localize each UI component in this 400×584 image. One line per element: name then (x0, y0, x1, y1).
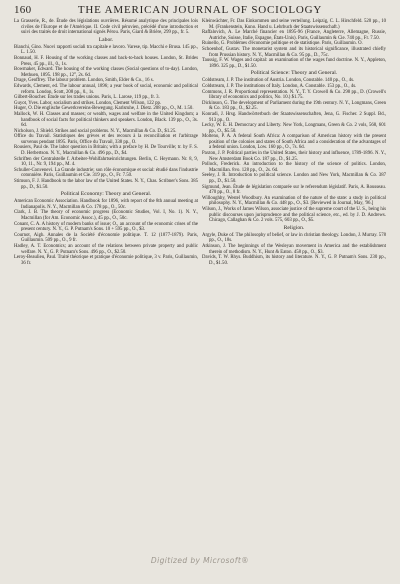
bibliography-entry: Office du Travail. Statistiques des grèves et des recours à la reconciliation et l'arbitrage survenus pendant 1895. Paris, Office du Travail, 338 pp., O. (14, 134, 198, 145)
bibliography-entry: Raffalovich, A. Le Marché financier en 1895-96 (France, Angleterre, Allemagne, Russie, Autriche, Suisse, Italie, Espagne, États-Unis). Paris, Guillaumin & Cie. 740 pp., Fr. 7.50. (202, 30, 386, 41)
bibliography-entry: Conant, C. A. A history of modern banks of issue; O., an account of the economic crises of the present century. N. Y., G. P. Putnam's Sons. 10 + 595 pp., O., $3. (14, 221, 198, 233)
bibliography-entry: Schoenhof, Gustav. The monetarist system and its historical significance, illustrated chiefly from Prussian history. N. Y., Macmillan & Co. 95 pp., D., 75c. (202, 46, 386, 58)
bibliography-entry: Kleinwächter, Fr. Das Einkommen und seine verteilung. Leipzig, C. L. Hirschfeld. 520 pp., 10 M. (Frankenstein, Kuno. Hand u. Lehrbuch der Staatswissenschaft.) (202, 19, 386, 30)
bibliography-entry: Ruinello, G. Problèmes d'économie politique et de statistique. Paris, Guillaumin. O. (202, 41, 363, 47)
bibliography-entry: Wilson, J., Works of James Wilson, associate justice of the supreme court of the U. S., being his public discourses upon jurisprudence and the political science, etc., ed. by J. D. Andrews. Chicago, Callaghan & Co. 2 vols. 575, 603 pp., O., $5. (202, 207, 386, 224)
bibliography-entry: Leroy-Beaulieu, Paul. Traité théorique et pratique d'économie politique, 3 v. Paris, Guillaumin, 36 fr. (14, 255, 198, 266)
left-column (14, 19, 198, 266)
bibliography-entry: Bonnaud, H. F. Housing of the working classes and back-to-back houses. London, St. Brides Press, 45 pp., ill., 0., 1s. (14, 55, 198, 67)
page-header (14, 4, 386, 20)
bibliography-entry: Mallock, W. H. Classes and masses; or wealth, wages and welfare in the United Kingdom; a handbook of social facts for political thinkers and speakers. London, Black. 139 pp., O., 3s. 6d. (14, 111, 198, 129)
bibliography-entry: Guyot, Yves. Labor, socialism and strikes. London, Clement Wilson, 122 pp. (14, 100, 162, 106)
bibliography-entry: Paxton, J. P. Political parties in the United States, their history and influence, 1789-1896. N. Y., New Amsterdam Book Co. 187 pp., D., $1.25. (202, 151, 386, 162)
section-heading: Political Science: Theory and General. (250, 70, 338, 77)
bibliography-entry: Willoughby, Westel Woodbury. An examination of the nature of the state: a study in political philosophy. N. Y., Macmillan & Co. 448 pp., O., $3. [Reviewed in Journal, May, '96.] (202, 195, 386, 207)
section-heading: Political Economy: Theory and General. (60, 191, 152, 198)
digitized-watermark: Digitized by Microsoft® (150, 556, 250, 565)
section-heading: Labor. (98, 36, 114, 43)
bibliography-entry: Pollock, Frederick. An introduction to the history of the science of politics. London, Macmillan. 8vo. 128 pp., O., 2s. 6d. (202, 162, 386, 173)
bibliography-entry: Seeley, J. R. Introduction to political science. London and New York, Macmillan & Co. 387 pp., D., $1.50. (202, 173, 386, 185)
bibliography-entry: Drage, Geoffrey. The labour problem. London, Smith, Elder & Co., 16 s. (14, 78, 154, 84)
bibliography-entry: Coldstream, J. P. The institutions of Italy. London, A. Constable. 153 pp., O., 4s. (202, 83, 357, 89)
bibliography-entry: Nicholson, J. Shield. Strikes and social problems. N. Y., Macmillan & Co. D., $1.25. (14, 128, 177, 134)
bibliography-entry: Konradi, J. Hrsg. Handwörterbuch der Staatswissenschaften, Jena, G. Fischer. 2 Suppl. Bd., 913 pp., O. (202, 111, 386, 123)
bibliography-entry: La Grasserie, R., de. Étude des législations ouvrières. Résumé analytique des principales lois civiles de l'Europe et de l'Amérique. II. Code civil péruvien, précédé d'une introduction et suivi des traités de droit international signés Pérou. Paris, Giard & Brière, 299 pp., fr. 5. (14, 19, 198, 36)
bibliography-entry: Cournot, Aigh. Annales de la Société d'économie politique. T. 12 (1877-1879). Paris, Guillaumin. 509 pp., O., 9 fr. (14, 232, 198, 244)
bibliography-entry: Lecky, W. E. H. Democracy and Liberty. New York, Longmans, Green & Co. 2 vols, 568, 601 pp., O., $5.50. (202, 123, 386, 134)
bibliography-entry: Taussig, F. W. Wages and capital: an examination of the wages fund doctrine. N. Y., Appleton, 1896. 325 pp., D., $1.50. (202, 58, 386, 69)
bibliography-entry: Davids, T. W. Rhys. Buddhism, its history and literature. N. Y., G. P. Putnam's Sons. 230 pp., D., $1.50. (202, 255, 386, 266)
bibliography-entry: Commons, J. R. Proportional representation. N. Y., T. Y. Crowell & Co. 298 pp., D. (Crowell's library of economics and politics, No. 10.) $1.75. (202, 89, 386, 101)
bibliography-entry: Dickinson, G. The development of Parliament during the 19th century. N. Y., Longmans, Green & Co. 183 pp., O., $2.25. (202, 100, 386, 112)
bibliography-entry: Sigmund, Jean. Étude de législation comparée sur le referendum législatif. Paris, A. Rousseau. 470 pp., O., 8 fr. (202, 184, 386, 196)
section-heading: Religion. (283, 224, 305, 231)
bibliography-entry: Argyle, Duke of. The philosophy of belief, or law in christian theology. London, J. Murray. 578 pp., O., 18s. (202, 232, 386, 244)
bibliography-entry: Schuller-Convenevi. La Grande industrie; son rôle économique et social: étudié dans l'industrie cotonnière. Paris, Guillaumin et Cie. 319 pp., O., Fr. 7.50. (14, 167, 198, 179)
bibliography-entry: Rousiers, Paul de. The labor question in Britain; with a preface by H. De Tourville; tr. by F. S. D. Herbertson. N. Y., Macmillan & Co. 496 pp., D., $4. (14, 145, 198, 157)
bibliography-entry: Stimson, F. J. Handbook to the labor law of the United States. N. Y., Chas. Scribner's Sons. 385 pp., D., $1.50. (14, 179, 198, 190)
bibliography-entry: American Economic Association. Handbook for 1896, with report of the 8th annual meeting at Indianapolis. N. Y., Macmillan & Co. 178 pp., O., 50c. (14, 199, 198, 210)
bibliography-entry: Schriften der Centralstelle f. Arbeiter-Wohlfahrtseinrichtungen. Berlin, C. Heymann. Nr. 8, 9, 10, 11., Nr. 9, 194 pp., M. 4. (14, 156, 198, 168)
bibliography-entry: Bianchi, Gino. Nuovi rapporti sociali tra capitale e lavoro. Varese, tip. Macchi e Brusa. 145 pp., L. 1.50. (14, 44, 198, 56)
bibliography-entry: Atkinson, J. The beginnings of the Wesleyan movement in America and the establishment therein of methodism. N. Y., Hunt & Eaton. 458 pp., O., $3. (202, 243, 386, 255)
bibliography-entry: Coldstream, J. P. The institution of Austria. London, Constable. 140 pp., O., 4s. (202, 78, 355, 84)
bibliography-entry: Bowmaker, Edward. The housing of the working classes (Social questions of to-day). London, Methuen, 1895. 198 pp., 12°, 2s. 6d. (14, 67, 198, 78)
bibliography-entry: Edwards, Clement, ed. The labour annual, 1896; a year book of social, economic and political reform. London, Scott, 208 pp., 0., 1s. (14, 83, 198, 95)
bibliography-entry: Huger, O. Die englische Gewerkvereins-Bewegung. Karlsruhe, J. Dietz. 208 pp., O., M. 1.50. (14, 106, 194, 112)
bibliography-entry: Gilbert-Boucher. Étude sur les trades unions. Paris, L. Larose, 119 pp., fr. 3. (14, 95, 160, 101)
bibliography-entry: Molteno, P. A. A federal South Africa: A comparison of American history with the present position of the colonies and states of South Africa and a consideration of the advantages of a federal union. London, Low. 160 pp., O., 7s. 6d. (202, 134, 386, 151)
bibliography-entry: Clark, J. B. The theory of economic progress (Economic Studies, Vol. I, No. 1). N. Y., Macmillan (for Am. Economic Assoc.), 45 pp., O., 50c. (14, 210, 198, 221)
right-column (202, 19, 386, 266)
bibliography-entry: Hadley, A. T. Economics; an account of the relations between private property and public welfare. N. Y., G. P. Putnam's Sons. 496 pp., O., $2.50. (14, 243, 198, 255)
page-number: 160 (14, 4, 32, 16)
journal-title: THE AMERICAN JOURNAL OF SOCIOLOGY (77, 4, 323, 16)
